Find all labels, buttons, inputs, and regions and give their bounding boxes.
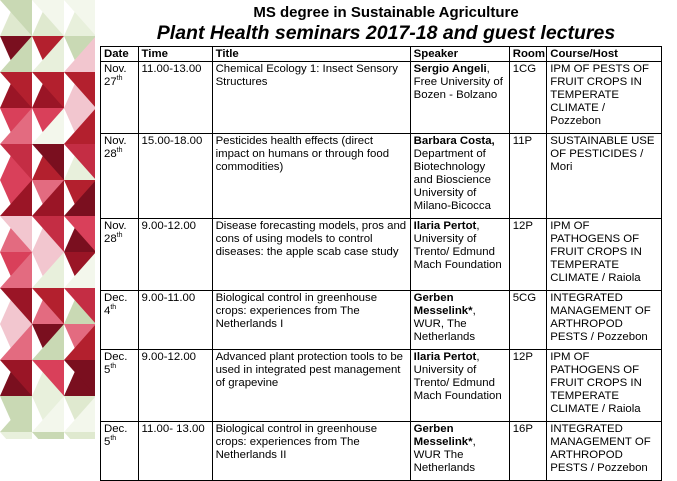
speaker-name: Ilaria Pertot [413, 351, 477, 363]
date-month: Dec. [104, 351, 128, 363]
cell-speaker [410, 134, 509, 219]
cell-course: SUSTAINABLE USE OF PESTICIDES / Mori [547, 134, 662, 219]
degree-heading: MS degree in Sustainable Agriculture [253, 4, 519, 21]
column-header-title: Title [212, 47, 410, 62]
column-header-time: Time [138, 47, 212, 62]
cell-room: 11P [509, 134, 547, 219]
cell-speaker [410, 219, 509, 291]
speaker-affiliation: , WUR, The Netherlands [413, 305, 476, 343]
cell-course: INTEGRATED MANAGEMENT OF ARTHROPOD PESTS / Pozzebon [547, 291, 662, 350]
cell-title: Disease forecasting models, pros and cons of using models to control diseases: the apple scab case study [212, 219, 410, 291]
cell-room: 12P [509, 219, 547, 291]
date-day: 4 [104, 305, 111, 317]
date-month: Dec. [104, 292, 128, 304]
cell-date [101, 219, 139, 291]
speaker-affiliation: , Free University of Bozen - Bolzano [413, 63, 503, 101]
date-suffix: th [110, 304, 117, 312]
date-month: Nov. [104, 135, 127, 147]
table-row [101, 62, 662, 134]
table-row [101, 219, 662, 291]
cell-title: Biological control in greenhouse crops: experiences from The Netherlands I [212, 291, 410, 350]
cell-room: 5CG [509, 291, 547, 350]
date-suffix: th [116, 232, 123, 240]
cell-title: Biological control in greenhouse crops: experiences from The Netherlands II [212, 422, 410, 481]
speaker-name: Sergio Angeli [413, 63, 487, 75]
decorative-triangle-pattern [0, 0, 95, 439]
cell-date [101, 134, 139, 219]
column-header-course: Course/Host [547, 47, 662, 62]
cell-date [101, 291, 139, 350]
column-header-speaker: Speaker [410, 47, 509, 62]
cell-speaker [410, 350, 509, 422]
date-day: 5 [104, 436, 111, 448]
cell-title: Pesticides health effects (direct impact on humans or through food commodities) [212, 134, 410, 219]
cell-room: 1CG [509, 62, 547, 134]
table-row [101, 134, 662, 219]
cell-time: 9.00-11.00 [138, 291, 212, 350]
date-suffix: th [110, 435, 117, 443]
cell-time: 11.00-13.00 [138, 62, 212, 134]
speaker-name: Gerben Messelink* [413, 423, 473, 448]
cell-date [101, 422, 139, 481]
date-day: 27 [104, 76, 117, 88]
cell-course: IPM OF PESTS OF FRUIT CROPS IN TEMPERATE CLIMATE / Pozzebon [547, 62, 662, 134]
speaker-affiliation: , University of Trento/ Edmund Mach Foundation [413, 220, 502, 271]
table-row [101, 422, 662, 481]
cell-time: 11.00- 13.00 [138, 422, 212, 481]
speaker-affiliation: Department of Biotechnology and Bioscience University of Milano-Bicocca [413, 148, 491, 212]
cell-speaker [410, 291, 509, 350]
speaker-affiliation: , University of Trento/ Edmund Mach Foundation [413, 351, 502, 402]
column-header-room: Room [509, 47, 547, 62]
cell-speaker [410, 62, 509, 134]
date-month: Dec. [104, 423, 128, 435]
date-day: 28 [104, 233, 117, 245]
date-suffix: th [110, 363, 117, 371]
cell-course: IPM OF PATHOGENS OF FRUIT CROPS IN TEMPERATE CLIMATE / Raiola [547, 350, 662, 422]
speaker-name: Ilaria Pertot [413, 220, 477, 232]
cell-course: IPM OF PATHOGENS OF FRUIT CROPS IN TEMPERATE CLIMATE / Raiola [547, 219, 662, 291]
table-row [101, 291, 662, 350]
speaker-affiliation: , WUR The Netherlands [413, 436, 476, 474]
cell-time: 9.00-12.00 [138, 219, 212, 291]
seminar-schedule-table [100, 46, 662, 481]
speaker-name: Gerben Messelink* [413, 292, 473, 317]
table-header-row [101, 47, 662, 62]
cell-room: 12P [509, 350, 547, 422]
cell-course: INTEGRATED MANAGEMENT OF ARTHROPOD PESTS / Pozzebon [547, 422, 662, 481]
speaker-name: Barbara Costa, [413, 135, 495, 147]
date-day: 5 [104, 364, 111, 376]
table-row [101, 350, 662, 422]
date-month: Nov. [104, 63, 127, 75]
cell-title: Advanced plant protection tools to be used in integrated pest management of grapevine [212, 350, 410, 422]
date-month: Nov. [104, 220, 127, 232]
column-header-date: Date [101, 47, 139, 62]
cell-time: 9.00-12.00 [138, 350, 212, 422]
cell-time: 15.00-18.00 [138, 134, 212, 219]
date-suffix: th [116, 147, 123, 155]
seminar-series-title: Plant Health seminars 2017-18 and guest lectures [156, 22, 616, 44]
date-day: 28 [104, 148, 117, 160]
date-suffix: th [116, 75, 123, 83]
cell-title: Chemical Ecology 1: Insect Sensory Structures [212, 62, 410, 134]
cell-date [101, 62, 139, 134]
cell-date [101, 350, 139, 422]
cell-room: 16P [509, 422, 547, 481]
cell-speaker [410, 422, 509, 481]
